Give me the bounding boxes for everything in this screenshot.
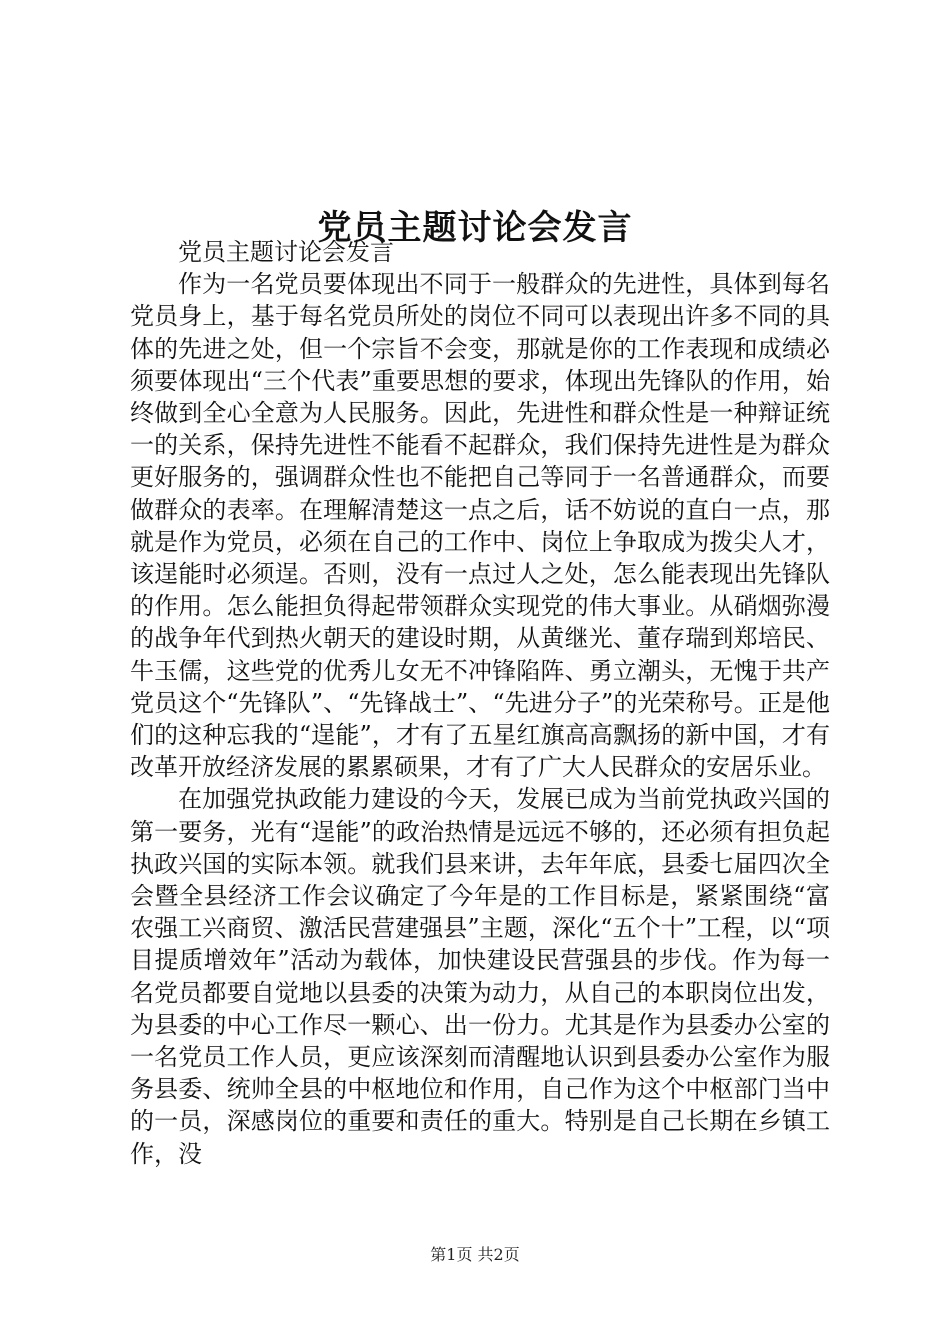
body-paragraph-subtitle: 党员主题讨论会发言 <box>178 238 394 266</box>
document-title: 党员主题讨论会发言 <box>317 207 633 248</box>
document-body <box>130 236 830 1170</box>
body-paragraph: 作为一名党员要体现出不同于一般群众的先进性，具体到每名党员身上，基于每名党员所处的岗位不同可以表现出许多不同的具体的先进之处，但一个宗旨不会变，那就是你的工作表现和成绩必须要体现出“三个代表”重要思想的要求，体现出先锋队的作用，始终做到全心全意为人民服务。因此，先进性和群众性是一种辩证统一的关系，保持先进性不能看不起群众，我们保持先进性是为群众更好服务的，强调群众性也不能把自己等同于一名普通群众，而要做群众的表率。在理解清楚这一点之后，话不妨说的直白一点，那就是作为党员，必须在自己的工作中、岗位上争取成为拨尖人才，该逞能时必须逞。否则，没有一点过人之处，怎么能表现出先锋队的作用。怎么能担负得起带领群众实现党的伟大事业。从硝烟弥漫的战争年代到热火朝天的建设时期，从黄继光、董存瑞到郑培民、牛玉儒，这些党的优秀儿女无不冲锋陷阵、勇立潮头，无愧于共产党员这个“先锋队”、“先锋战士”、“先进分子”的光荣称号。正是他们的这种忘我的“逞能”，才有了五星红旗高高飘扬的新中国，才有改革开放经济发展的累累硕果，才有了广大人民群众的安居乐业。 <box>130 270 830 782</box>
body-paragraph: 在加强党执政能力建设的今天，发展已成为当前党执政兴国的第一要务，光有“逞能”的政治热情是远远不够的，还必须有担负起执政兴国的实际本领。就我们县来讲，去年年底，县委七届四次全会暨全县经济工作会议确定了今年是的工作目标是，紧紧围绕“富农强工兴商贸、激活民营建强县”主题，深化“五个十”工程，以“项目提质增效年”活动为载体，加快建设民营强县的步伐。作为每一名党员都要自觉地以县委的决策为动力，从自己的本职岗位出发，为县委的中心工作尽一颗心、出一份力。尤其是作为县委办公室的一名党员工作人员，更应该深刻而清醒地认识到县委办公室作为服务县委、统帅全县的中枢地位和作用，自己作为这个中枢部门当中的一员，深感岗位的重要和责任的重大。特别是自己长期在乡镇工作，没 <box>130 785 830 1168</box>
page-number: 第1页 共2页 <box>430 1245 520 1264</box>
